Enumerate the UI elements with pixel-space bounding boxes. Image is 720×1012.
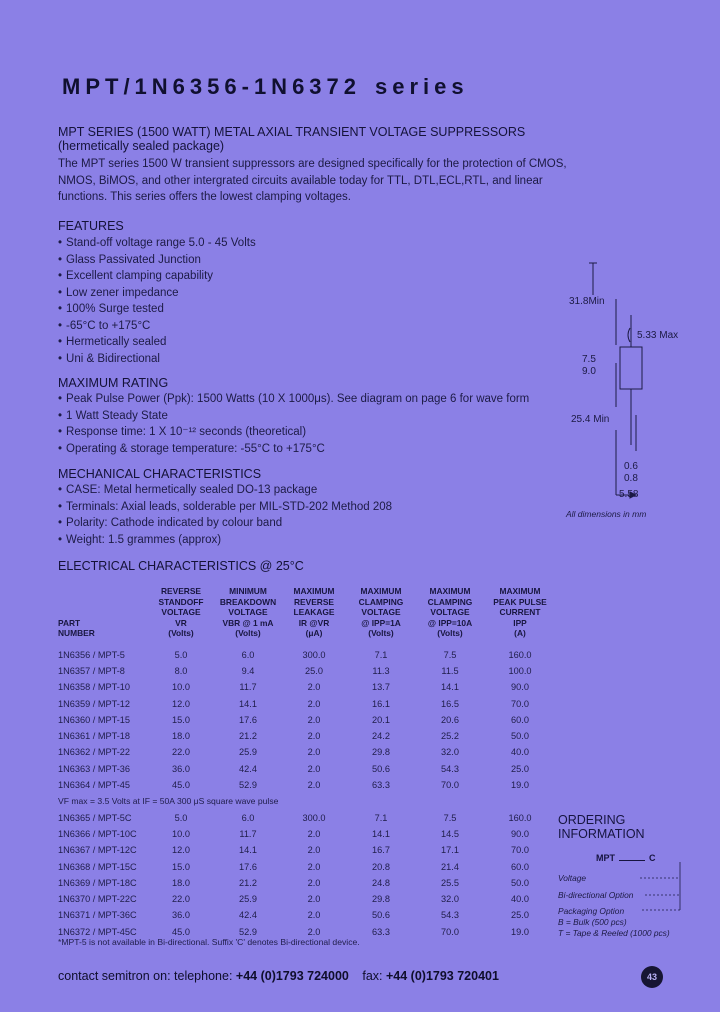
value-cell: 13.7 <box>372 682 390 693</box>
value-cell: 2.0 <box>307 828 321 839</box>
value-cell: 25.0 <box>511 910 529 921</box>
features-heading: FEATURES <box>58 219 124 233</box>
intro-line-3: functions. This series offers the lowest clamping voltages. <box>58 191 351 203</box>
part-number-cell: 1N6356 / MPT-5 <box>58 649 125 660</box>
ordering-bulk: B = Bulk (500 pcs) <box>558 917 627 927</box>
ordering-code-blank <box>619 860 645 861</box>
feature-item: • Stand-off voltage range 5.0 - 45 Volts <box>58 235 256 252</box>
part-number-cell: 1N6364 / MPT-45 <box>58 780 131 791</box>
value-cell: 70.0 <box>441 926 459 937</box>
ordering-leader-lines <box>640 862 685 922</box>
mechanical-item: • CASE: Metal hermetically sealed DO-13 package <box>58 482 392 499</box>
feature-item: • Glass Passivated Junction <box>58 252 256 269</box>
value-cell: 29.8 <box>372 747 390 758</box>
table-row <box>58 891 558 907</box>
value-cell: 42.4 <box>239 763 257 774</box>
value-cell: 20.6 <box>441 714 459 725</box>
value-cell: 11.3 <box>372 665 390 676</box>
fax-label: fax: <box>362 969 383 983</box>
intro-line-1: The MPT series 1500 W transient suppressors are designed specifically for the protection of CMOS, <box>58 158 567 170</box>
dia-bracket <box>628 328 630 342</box>
value-cell: 29.8 <box>372 894 390 905</box>
part-number-cell: 1N6360 / MPT-15 <box>58 714 131 725</box>
part-number-cell: 1N6357 / MPT-8 <box>58 665 125 676</box>
table-row <box>58 663 558 679</box>
value-cell: 19.0 <box>511 780 529 791</box>
value-cell: 24.8 <box>372 877 390 888</box>
contact-label: contact semitron on: telephone: <box>58 969 233 983</box>
value-cell: 25.2 <box>441 731 459 742</box>
value-cell: 15.0 <box>172 714 190 725</box>
value-cell: 2.0 <box>307 845 321 856</box>
value-cell: 70.0 <box>441 780 459 791</box>
ordering-title-line-2: INFORMATION <box>558 827 645 841</box>
part-number-cell: 1N6371 / MPT-36C <box>58 910 137 921</box>
value-cell: 50.0 <box>511 877 529 888</box>
mechanical-item: • Terminals: Axial leads, solderable per MIL-STD-202 Method 208 <box>58 499 392 516</box>
value-cell: 45.0 <box>172 926 190 937</box>
value-cell: 70.0 <box>511 698 529 709</box>
value-cell: 160.0 <box>508 812 532 823</box>
value-cell: 160.0 <box>508 649 532 660</box>
feature-item: • Hermetically sealed <box>58 334 256 351</box>
value-cell: 14.1 <box>372 828 390 839</box>
value-cell: 2.0 <box>307 910 321 921</box>
subtitle-line-1: MPT SERIES (1500 WATT) METAL AXIAL TRANSIENT VOLTAGE SUPPRESSORS <box>58 125 526 139</box>
table-row <box>58 679 558 695</box>
rating-item: • Peak Pulse Power (Ppk): 1500 Watts (10 X 1000μs). See diagram on page 6 for wave form <box>58 391 529 408</box>
features-section <box>58 219 256 367</box>
intro-paragraph <box>58 156 578 206</box>
mechanical-heading: MECHANICAL CHARACTERISTICS <box>58 467 262 481</box>
ordering-voltage: Voltage <box>558 873 587 883</box>
feature-item: • Low zener impedance <box>58 285 256 302</box>
mechanical-list <box>58 482 392 548</box>
table-row <box>58 712 558 728</box>
value-cell: 32.0 <box>441 747 459 758</box>
value-cell: 25.5 <box>441 877 459 888</box>
value-cell: 7.1 <box>374 649 388 660</box>
value-cell: 14.1 <box>239 845 257 856</box>
feature-item: • 100% Surge tested <box>58 301 256 318</box>
part-number-cell: 1N6358 / MPT-10 <box>58 682 131 693</box>
max-rating-list <box>58 391 529 457</box>
telephone-number: +44 (0)1793 724000 <box>235 969 349 983</box>
value-cell: 60.0 <box>511 861 529 872</box>
value-cell: 16.1 <box>372 698 390 709</box>
value-cell: 24.2 <box>372 731 390 742</box>
value-cell: 21.2 <box>239 731 257 742</box>
value-cell: 2.0 <box>307 698 321 709</box>
dim-body-diameter: 5.33 Max <box>637 330 679 341</box>
value-cell: 17.6 <box>239 714 257 725</box>
value-cell: 9.4 <box>241 665 255 676</box>
value-cell: 7.1 <box>374 812 388 823</box>
value-cell: 90.0 <box>511 682 529 693</box>
ordering-code-suffix: C <box>649 853 656 863</box>
col-standoff: REVERSE STANDOFF VOLTAGE VR (Volts) <box>158 586 204 638</box>
fax-number: +44 (0)1793 720401 <box>385 969 499 983</box>
value-cell: 8.0 <box>174 665 188 676</box>
value-cell: 52.9 <box>239 780 257 791</box>
value-cell: 36.0 <box>172 763 190 774</box>
table-row <box>58 695 558 711</box>
value-cell: 2.0 <box>307 926 321 937</box>
value-cell: 15.0 <box>172 861 190 872</box>
value-cell: 32.0 <box>441 894 459 905</box>
dim-lead-dia-1: 0.6 <box>624 461 638 472</box>
value-cell: 11.7 <box>239 682 257 693</box>
value-cell: 7.5 <box>443 649 457 660</box>
part-number-cell: 1N6361 / MPT-18 <box>58 731 131 742</box>
ordering-packaging: Packaging Option <box>558 906 625 916</box>
value-cell: 2.0 <box>307 682 321 693</box>
diode-body <box>620 347 642 389</box>
rating-item: • Response time: 1 X 10⁻¹² seconds (theoretical) <box>58 424 529 441</box>
part-number-cell: 1N6366 / MPT-10C <box>58 828 137 839</box>
value-cell: 50.0 <box>511 731 529 742</box>
part-number-cell: 1N6363 / MPT-36 <box>58 763 131 774</box>
value-cell: 54.3 <box>441 763 459 774</box>
value-cell: 25.0 <box>305 665 323 676</box>
value-cell: 54.3 <box>441 910 459 921</box>
page-title <box>62 74 469 100</box>
value-cell: 60.0 <box>511 714 529 725</box>
value-cell: 5.0 <box>174 812 188 823</box>
dim-body-length-2: 9.0 <box>582 366 596 377</box>
max-rating-section <box>58 376 529 457</box>
value-cell: 2.0 <box>307 747 321 758</box>
col-leakage: MAXIMUM REVERSE LEAKAGE IR @VR (μA) <box>293 586 335 638</box>
title-main: MPT/1N6356-1N6372 <box>62 74 362 99</box>
col-peak-current: MAXIMUM PEAK PULSE CURRENT IPP (A) <box>493 586 547 638</box>
value-cell: 70.0 <box>511 845 529 856</box>
dim-lead-bottom: 25.4 Min <box>571 414 610 425</box>
value-cell: 16.5 <box>441 698 459 709</box>
table-footnote: *MPT-5 is not available in Bi-directional. Suffix 'C' denotes Bi-directional device. <box>58 937 360 947</box>
value-cell: 17.1 <box>441 845 459 856</box>
part-number-cell: 1N6372 / MPT-45C <box>58 926 137 937</box>
table-row <box>58 777 558 793</box>
dim-body-length-1: 7.5 <box>582 354 596 365</box>
table-row <box>58 809 558 825</box>
ordering-title-line-1: ORDERING <box>558 813 626 827</box>
electrical-heading: ELECTRICAL CHARACTERISTICS @ 25°C <box>58 559 304 573</box>
ordering-tape: T = Tape & Reeled (1000 pcs) <box>558 928 670 938</box>
value-cell: 2.0 <box>307 714 321 725</box>
value-cell: 25.0 <box>511 763 529 774</box>
value-cell: 6.0 <box>241 649 255 660</box>
value-cell: 19.0 <box>511 926 529 937</box>
subtitle-line-2: (hermetically sealed package) <box>58 139 225 153</box>
value-cell: 22.0 <box>172 747 190 758</box>
value-cell: 25.9 <box>239 894 257 905</box>
part-number-cell: 1N6367 / MPT-12C <box>58 845 137 856</box>
ordering-code-prefix: MPT <box>596 853 615 863</box>
ordering-bidirectional: Bi-directional Option <box>558 890 634 900</box>
table-row <box>58 875 558 891</box>
value-cell: 2.0 <box>307 894 321 905</box>
mechanical-section <box>58 467 392 548</box>
value-cell: 40.0 <box>511 747 529 758</box>
value-cell: 14.1 <box>441 682 459 693</box>
feature-item: • Uni & Bidirectional <box>58 351 256 368</box>
dim-lead-dia-2: 0.8 <box>624 473 638 484</box>
value-cell: 50.6 <box>372 763 390 774</box>
value-cell: 63.3 <box>372 780 390 791</box>
table-row <box>58 907 558 923</box>
value-cell: 16.7 <box>372 845 390 856</box>
dim-lead-top: 31.8Min <box>569 296 605 307</box>
col-clamp-1a: MAXIMUM CLAMPING VOLTAGE @ IPP=1A (Volts) <box>358 586 404 638</box>
value-cell: 2.0 <box>307 731 321 742</box>
diagram-caption: All dimensions in mm <box>566 509 647 519</box>
value-cell: 42.4 <box>239 910 257 921</box>
features-list <box>58 235 256 367</box>
value-cell: 90.0 <box>511 828 529 839</box>
table-row <box>58 647 558 663</box>
value-cell: 2.0 <box>307 877 321 888</box>
value-cell: 45.0 <box>172 780 190 791</box>
value-cell: 18.0 <box>172 731 190 742</box>
table-note: VF max = 3.5 Volts at IF = 50A 300 μS square wave pulse <box>58 796 279 807</box>
value-cell: 21.2 <box>239 877 257 888</box>
value-cell: 300.0 <box>302 649 326 660</box>
table-note-row <box>58 793 558 809</box>
value-cell: 6.0 <box>241 812 255 823</box>
value-cell: 12.0 <box>172 698 190 709</box>
value-cell: 40.0 <box>511 894 529 905</box>
table-row <box>58 826 558 842</box>
value-cell: 300.0 <box>302 812 326 823</box>
value-cell: 63.3 <box>372 926 390 937</box>
value-cell: 50.6 <box>372 910 390 921</box>
value-cell: 20.1 <box>372 714 390 725</box>
value-cell: 10.0 <box>172 828 190 839</box>
part-number-cell: 1N6365 / MPT-5C <box>58 812 132 823</box>
value-cell: 17.6 <box>239 861 257 872</box>
subtitle <box>58 125 618 153</box>
value-cell: 7.5 <box>443 812 457 823</box>
contact-line <box>58 969 499 983</box>
value-cell: 2.0 <box>307 763 321 774</box>
table-row <box>58 744 558 760</box>
mechanical-item: • Polarity: Cathode indicated by colour band <box>58 515 392 532</box>
value-cell: 22.0 <box>172 894 190 905</box>
intro-line-2: NMOS, BiMOS, and other intergrated circuits available today for TTL, DTL,ECL,RTL, and linear <box>58 174 543 187</box>
value-cell: 5.0 <box>174 649 188 660</box>
mechanical-item: • Weight: 1.5 grammes (approx) <box>58 532 392 549</box>
value-cell: 11.7 <box>239 828 257 839</box>
value-cell: 14.1 <box>239 698 257 709</box>
electrical-table <box>58 586 558 940</box>
value-cell: 12.0 <box>172 845 190 856</box>
value-cell: 52.9 <box>239 926 257 937</box>
ordering-title <box>558 813 645 841</box>
value-cell: 25.9 <box>239 747 257 758</box>
value-cell: 2.0 <box>307 780 321 791</box>
feature-item: • -65°C to +175°C <box>58 318 256 335</box>
table-header-row <box>58 586 558 639</box>
value-cell: 18.0 <box>172 877 190 888</box>
feature-item: • Excellent clamping capability <box>58 268 256 285</box>
part-number-cell: 1N6359 / MPT-12 <box>58 698 131 709</box>
page-number-badge: 43 <box>641 966 663 988</box>
value-cell: 100.0 <box>508 665 532 676</box>
table-row <box>58 858 558 874</box>
part-number-cell: 1N6368 / MPT-15C <box>58 861 137 872</box>
rating-item: • 1 Watt Steady State <box>58 408 529 425</box>
col-part-number: PART NUMBER <box>58 617 95 638</box>
value-cell: 11.5 <box>441 665 459 676</box>
max-rating-heading: MAXIMUM RATING <box>58 376 169 390</box>
dim-bottom: 5.58 <box>619 489 639 500</box>
part-number-cell: 1N6369 / MPT-18C <box>58 877 137 888</box>
col-clamp-10a: MAXIMUM CLAMPING VOLTAGE @ IPP=10A (Volts) <box>427 586 473 638</box>
value-cell: 21.4 <box>441 861 459 872</box>
table-row <box>58 728 558 744</box>
col-breakdown: MINIMUM BREAKDOWN VOLTAGE VBR @ 1 mA (Volts) <box>219 586 277 638</box>
part-number-cell: 1N6370 / MPT-22C <box>58 894 137 905</box>
title-series: series <box>375 74 469 99</box>
value-cell: 14.5 <box>441 828 459 839</box>
value-cell: 2.0 <box>307 861 321 872</box>
value-cell: 36.0 <box>172 910 190 921</box>
part-number-cell: 1N6362 / MPT-22 <box>58 747 131 758</box>
rating-item: • Operating & storage temperature: -55°C to +175°C <box>58 441 529 458</box>
value-cell: 10.0 <box>172 682 190 693</box>
value-cell: 20.8 <box>372 861 390 872</box>
table-row <box>58 761 558 777</box>
table-row <box>58 842 558 858</box>
